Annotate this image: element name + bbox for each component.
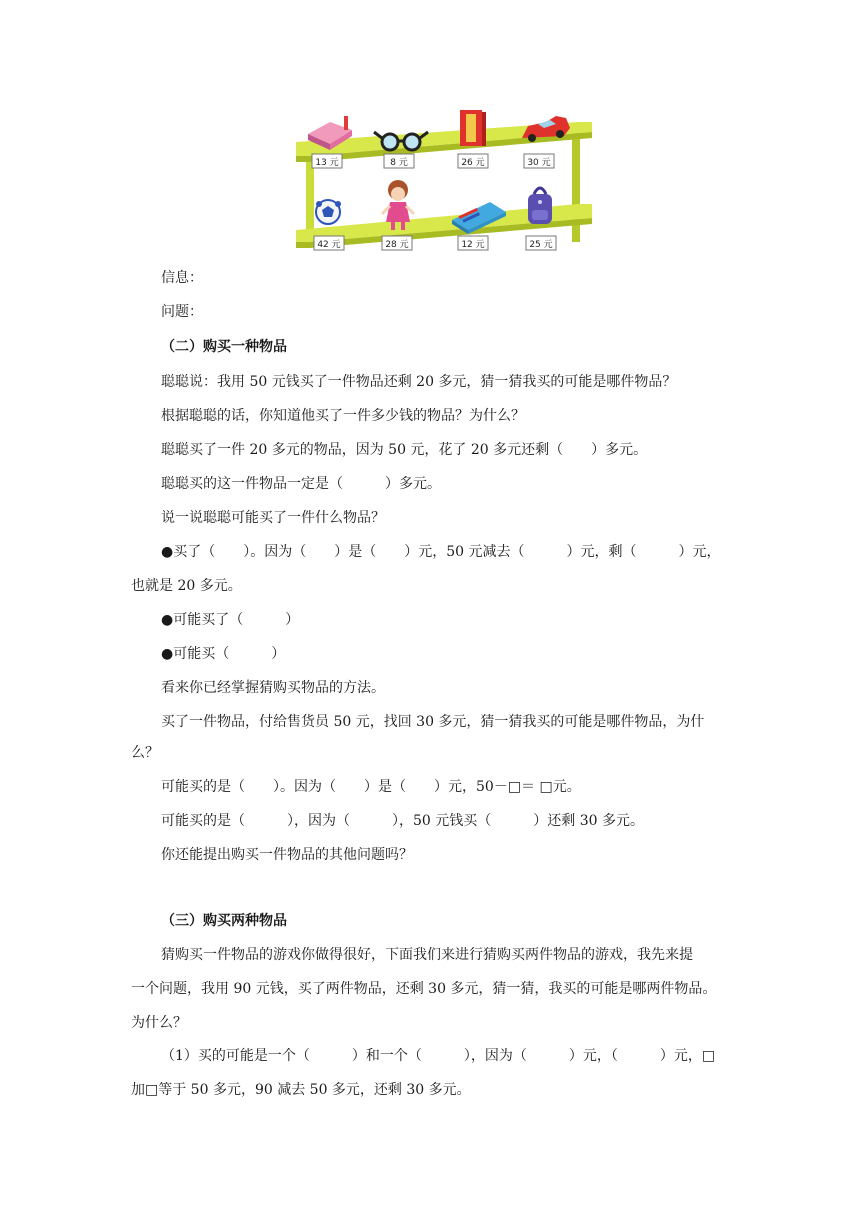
paragraph-line: 说一说聪聪可能买了一件什么物品？	[161, 510, 385, 526]
soccer-ball-icon	[316, 200, 341, 224]
price-tag-soccer-ball	[314, 236, 344, 250]
price-label-glasses: 8 元	[390, 158, 408, 168]
shelf-illustration	[294, 108, 594, 256]
price-label-soccer-ball: 42 元	[317, 240, 341, 250]
price-label-doll: 28 元	[385, 240, 409, 250]
question-label: 问题：	[161, 304, 203, 320]
storybook-icon	[460, 110, 486, 146]
price-tag-backpack	[526, 236, 556, 250]
price-label-pencil-case: 12 元	[461, 240, 485, 250]
paragraph-line: 聪聪买了一件 20 多元的物品，因为 50 元，花了 20 多元还剩（ ）多元。	[161, 442, 648, 458]
section-heading-buy-one: （二）购买一种物品	[161, 339, 287, 355]
price-tag-toy-car	[524, 154, 554, 168]
paragraph-line: 你还能提出购买一件物品的其他问题吗？	[161, 847, 413, 863]
paragraph-line: 可能买的是（ ）。因为（ ）是（ ）元，50－□＝ □元。	[161, 779, 581, 795]
paragraph-line: 买了一件物品，付给售货员 50 元，找回 30 多元，猜一猜我买的可能是哪件物品，为什	[161, 714, 705, 730]
price-tag-pencil-case	[458, 236, 488, 250]
bullet-line: ●买了（ ）。因为（ ）是（ ）元，50 元减去（ ）元，剩（ ）元，	[161, 544, 721, 560]
info-label: 信息：	[161, 270, 203, 286]
paragraph-line: 也就是 20 多元。	[131, 578, 242, 594]
paragraph-line: 一个问题，我用 90 元钱，买了两件物品，还剩 30 多元，猜一猜，我买的可能是哪两件物品。	[131, 981, 717, 997]
paragraph-line: 聪聪买的这一件物品一定是（ ）多元。	[161, 476, 441, 492]
price-label-storybook: 26 元	[461, 158, 485, 168]
price-tag-notebook	[312, 154, 342, 168]
price-tag-doll	[382, 236, 412, 250]
backpack-icon	[528, 188, 552, 224]
paragraph-line: 加□等于 50 多元，90 减去 50 多元，还剩 30 多元。	[131, 1082, 471, 1098]
price-label-toy-car: 30 元	[527, 158, 551, 168]
paragraph-line: （1）买的可能是一个（ ）和一个（ ），因为（ ）元，（ ）元，□	[161, 1048, 716, 1064]
shelf-svg	[294, 108, 594, 256]
price-tag-storybook	[458, 154, 488, 168]
bullet-line: ●可能买（ ）	[161, 646, 286, 662]
paragraph-line: 可能买的是（ ），因为（ ），50 元钱买（ ）还剩 30 多元。	[161, 813, 644, 829]
paragraph-line: 猜购买一件物品的游戏你做得很好，下面我们来进行猜购买两件物品的游戏，我先来提	[161, 947, 693, 963]
paragraph-line: 么？	[131, 745, 159, 761]
section-heading-buy-two: （三）购买两种物品	[161, 913, 287, 929]
price-label-notebook: 13 元	[315, 158, 339, 168]
paragraph-line: 看来你已经掌握猜购买物品的方法。	[161, 680, 385, 696]
paragraph-line: 根据聪聪的话，你知道他买了一件多少钱的物品？为什么？	[161, 408, 525, 424]
paragraph-line: 为什么？	[131, 1015, 187, 1031]
bullet-line: ●可能买了（ ）	[161, 612, 300, 628]
price-label-backpack: 25 元	[529, 240, 553, 250]
paragraph-line: 聪聪说：我用 50 元钱买了一件物品还剩 20 多元，猜一猜我买的可能是哪件物品？	[161, 374, 677, 390]
price-tag-glasses	[384, 154, 414, 168]
